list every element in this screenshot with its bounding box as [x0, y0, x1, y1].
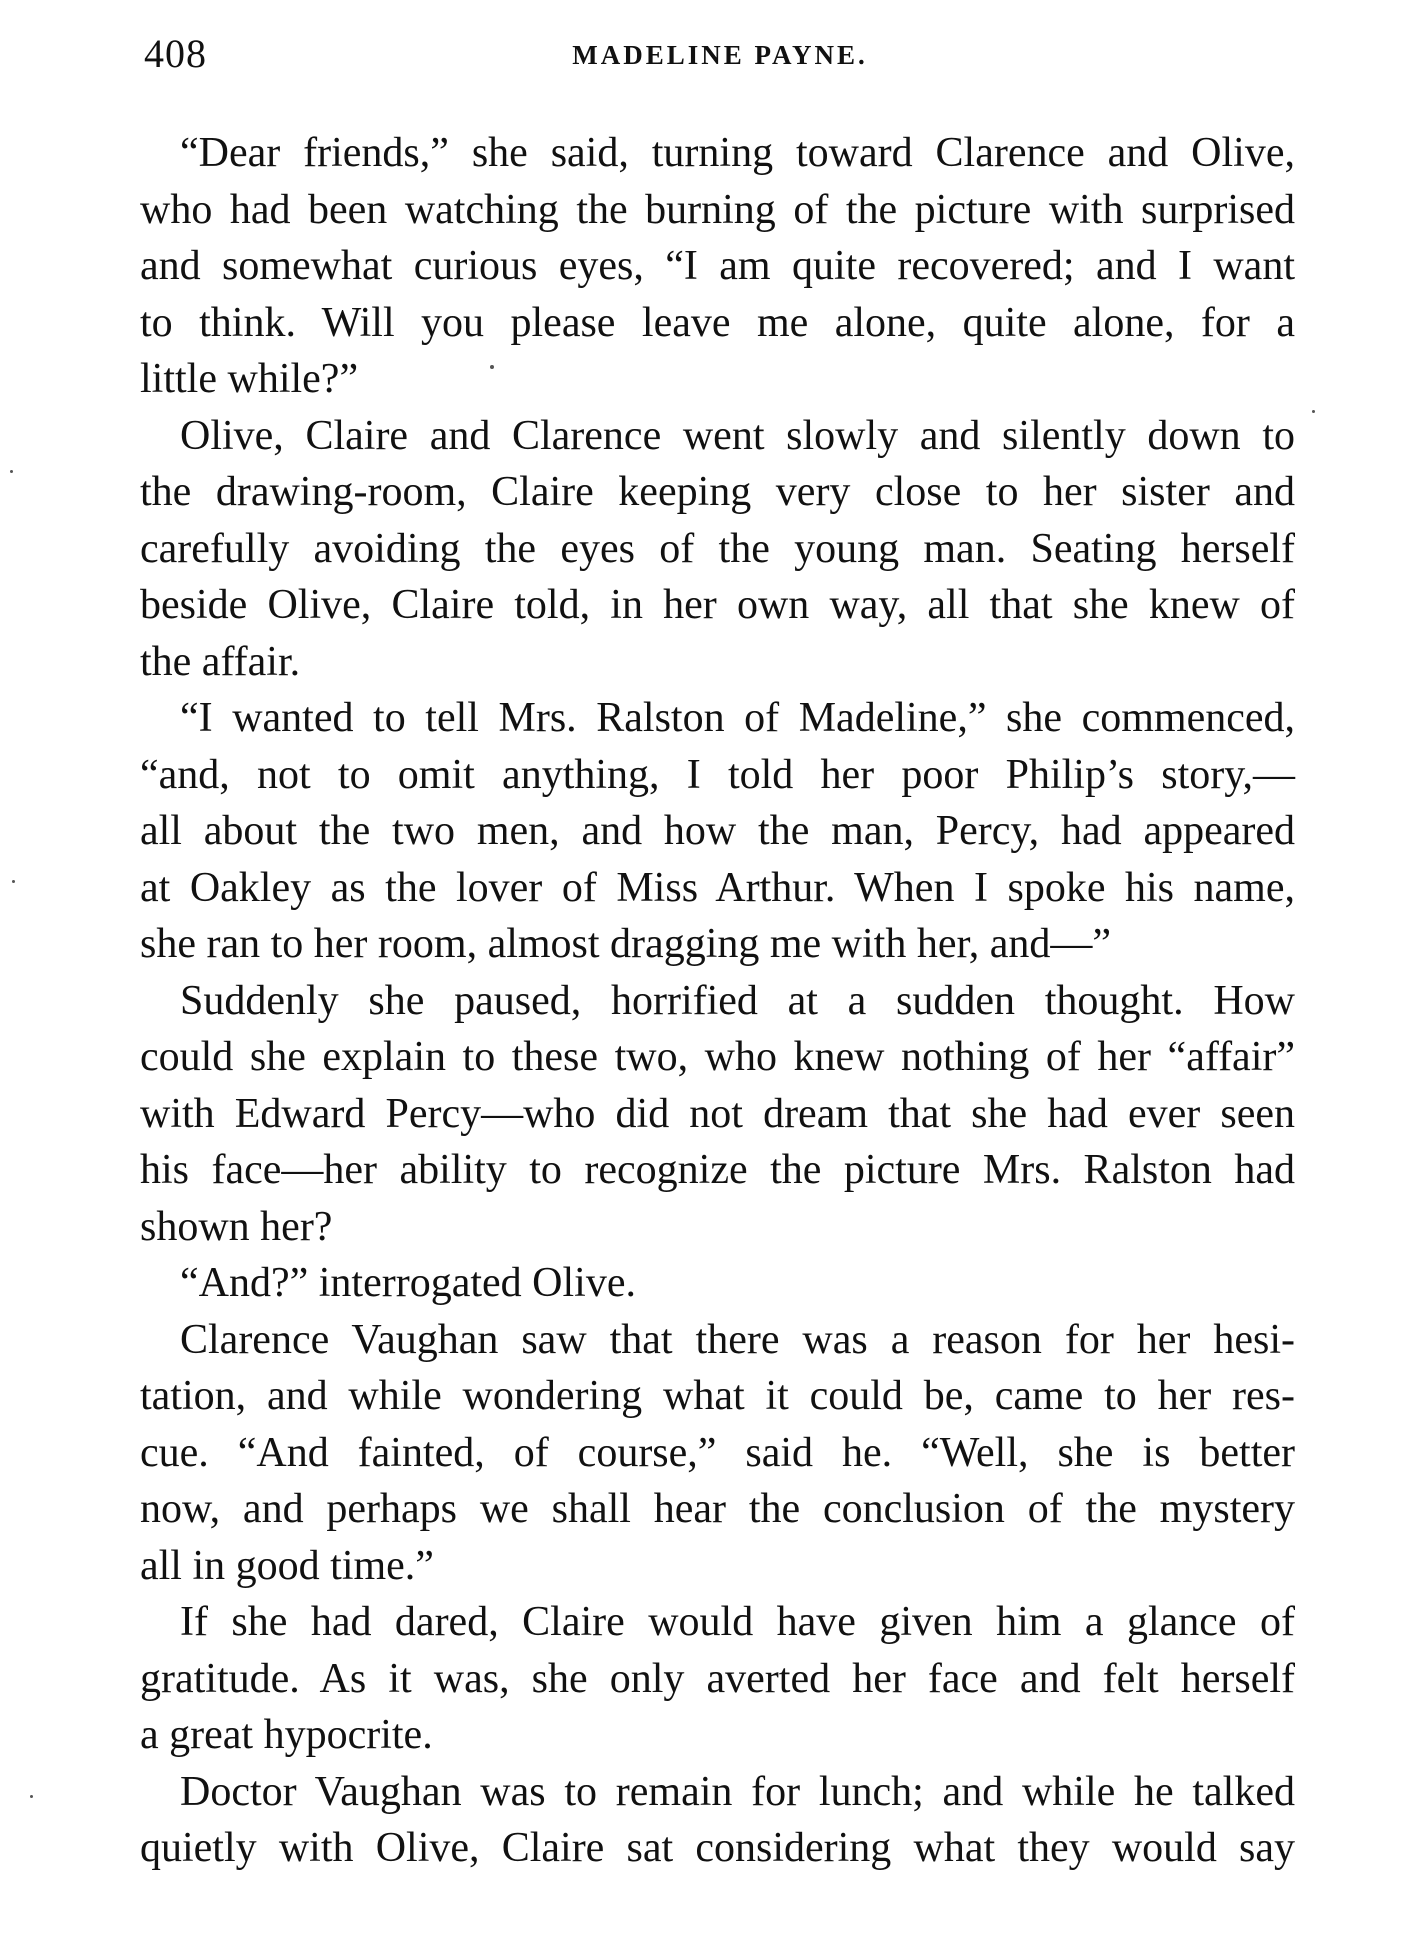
text-line: If she had dared, Claire would have given him a glance of: [180, 1599, 1295, 1645]
paragraph: [140, 1764, 1295, 1877]
scan-speck: [12, 880, 15, 883]
text-line: a great hypocrite.: [140, 1712, 433, 1758]
text-line: to think. Will you please leave me alone, quite alone, for a: [140, 299, 1295, 346]
running-head: [140, 30, 1300, 90]
paragraph: [140, 690, 1295, 973]
text-line: shown her?: [140, 1203, 333, 1250]
body-text: [140, 125, 1295, 1877]
text-line: tation, and while wondering what it could be, came to her res-: [140, 1373, 1295, 1419]
paragraph: [140, 973, 1295, 1256]
text-line: “And?” interrogated Olive.: [180, 1260, 636, 1306]
paragraph: [140, 125, 1295, 408]
paragraph: [140, 1594, 1295, 1764]
scan-speck: [1312, 410, 1315, 413]
text-line: “Dear friends,” she said, turning toward Clarence and Olive,: [180, 130, 1295, 176]
text-line: carefully avoiding the eyes of the young man. Seating herself: [140, 525, 1295, 572]
running-title: MADELINE PAYNE.: [572, 40, 868, 70]
text-line: Doctor Vaughan was to remain for lunch; and while he talked: [180, 1768, 1295, 1815]
text-line: all in good time.”: [140, 1542, 434, 1589]
text-line: Suddenly she paused, horrified at a sudden thought. How: [180, 977, 1295, 1024]
text-line: Olive, Claire and Clarence went slowly and silently down to: [180, 412, 1295, 459]
text-line: all about the two men, and how the man, Percy, had appeared: [140, 808, 1295, 854]
text-line: quietly with Olive, Claire sat considering what they would say: [140, 1825, 1295, 1871]
text-line: “I wanted to tell Mrs. Ralston of Madeline,” she commenced,: [180, 695, 1295, 741]
paragraph: [140, 1255, 1295, 1312]
text-line: at Oakley as the lover of Miss Arthur. When I spoke his name,: [140, 864, 1295, 911]
text-line: the affair.: [140, 638, 301, 685]
text-line: his face—her ability to recognize the picture Mrs. Ralston had: [140, 1147, 1295, 1193]
text-line: she ran to her room, almost dragging me with her, and—”: [140, 921, 1112, 967]
text-line: Clarence Vaughan saw that there was a reason for her hesi-: [180, 1316, 1295, 1363]
scan-speck: [30, 1795, 33, 1798]
text-line: could she explain to these two, who knew nothing of her “affair”: [140, 1034, 1295, 1080]
text-line: now, and perhaps we shall hear the conclusion of the mystery: [140, 1486, 1295, 1532]
page-number: 408: [144, 31, 207, 76]
text-line: beside Olive, Claire told, in her own way, all that she knew of: [140, 582, 1295, 628]
text-line: gratitude. As it was, she only averted her face and felt herself: [140, 1655, 1295, 1702]
text-line: cue. “And fainted, of course,” said he. “Well, she is better: [140, 1429, 1295, 1476]
text-line: who had been watching the burning of the picture with surprised: [140, 186, 1295, 233]
text-line: the drawing-room, Claire keeping very close to her sister and: [140, 469, 1295, 515]
text-line: with Edward Percy—who did not dream that she had ever seen: [140, 1090, 1295, 1137]
text-line: little while?”: [140, 356, 359, 402]
scan-speck: [10, 470, 13, 473]
paragraph: [140, 1312, 1295, 1595]
text-line: “and, not to omit anything, I told her poor Philip’s story,—: [140, 751, 1295, 798]
paragraph: [140, 408, 1295, 691]
text-line: and somewhat curious eyes, “I am quite recovered; and I want: [140, 243, 1295, 289]
scan-speck: [490, 365, 494, 369]
